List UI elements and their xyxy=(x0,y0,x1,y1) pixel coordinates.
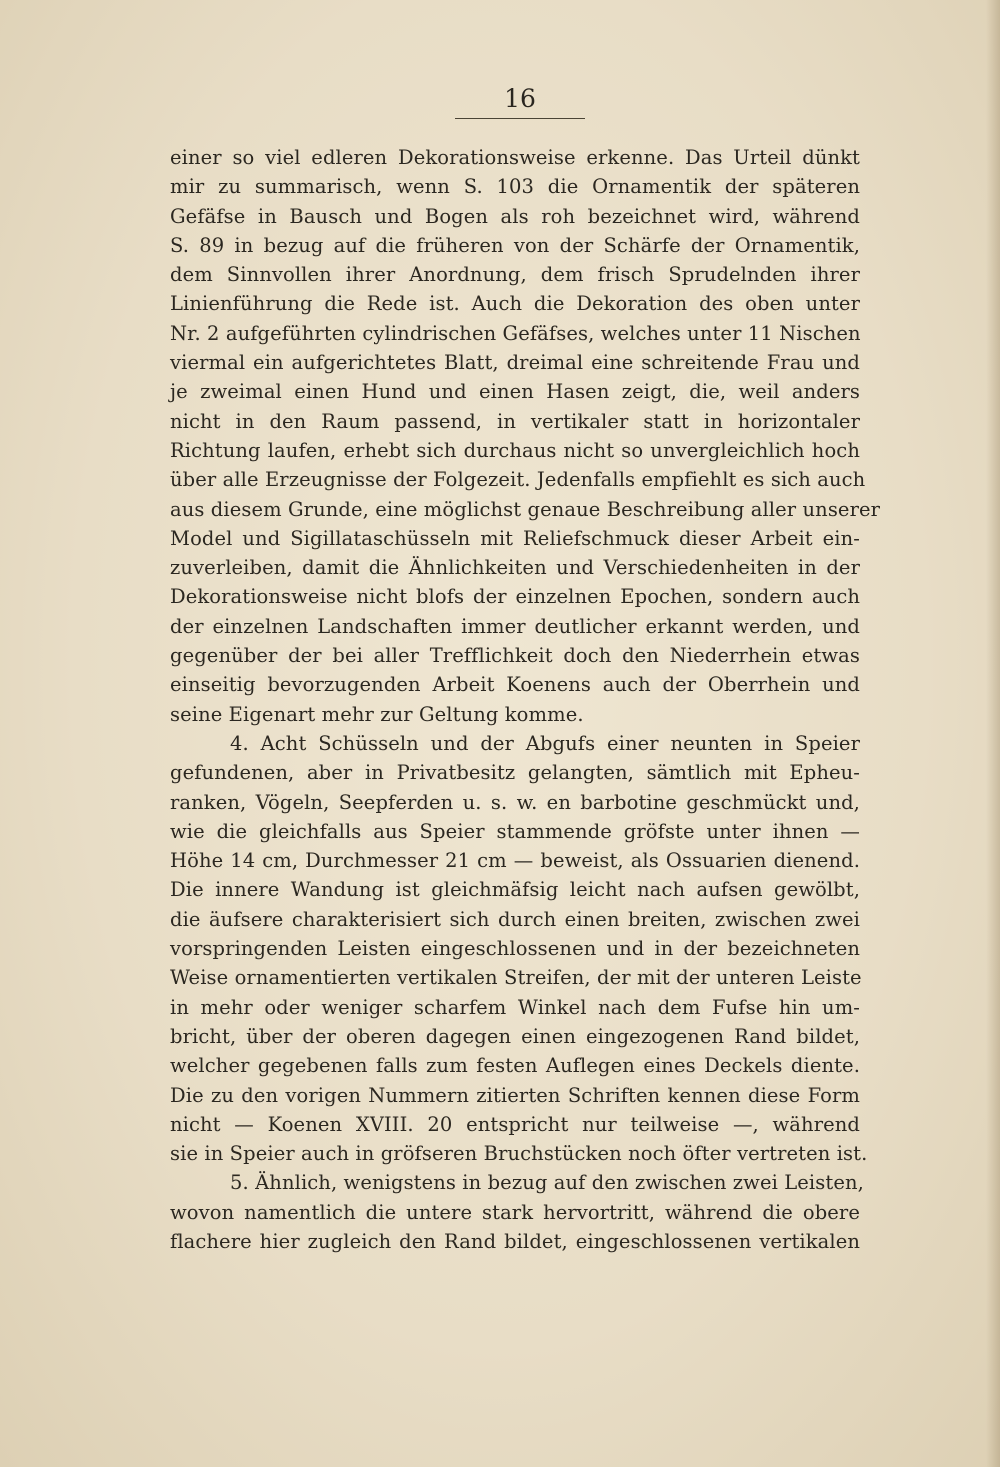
text-line: Die zu den vorigen Nummern zitierten Schriften kennen diese Form xyxy=(170,1083,860,1107)
text-line: nicht — Koenen XVIII. 20 entspricht nur teilweise —, während xyxy=(170,1112,860,1136)
page-number: 16 xyxy=(504,84,536,113)
text-line: die äufsere charakterisiert sich durch einen breiten, zwischen zwei xyxy=(170,907,860,931)
text-line: einseitig bevorzugenden Arbeit Koenens auch der Oberrhein und xyxy=(170,673,860,697)
text-line: wie die gleichfalls aus Speier stammende gröfste unter ihnen — xyxy=(170,819,860,843)
body-text xyxy=(170,143,881,1256)
text-line: in mehr oder weniger scharfem Winkel nach dem Fufse hin um- xyxy=(170,995,860,1019)
text-line: zuverleiben, damit die Ähnlichkeiten und Verschiedenheiten in der xyxy=(170,556,860,580)
text-line: Richtung laufen, erhebt sich durchaus nicht so unvergleichlich hoch xyxy=(170,438,860,462)
text-line: viermal ein aufgerichtetes Blatt, dreimal eine schreitende Frau und xyxy=(170,351,860,375)
text-line: Nr. 2 aufgeführten cylindrischen Gefäfses, welches unter 11 Nischen xyxy=(170,321,861,345)
text-line: flachere hier zugleich den Rand bildet, eingeschlossenen vertikalen xyxy=(170,1229,860,1253)
text-line: über alle Erzeugnisse der Folgezeit. Jedenfalls empfiehlt es sich auch xyxy=(170,468,866,492)
text-line: sie in Speier auch in gröfseren Bruchstücken noch öfter vertreten ist. xyxy=(170,1142,868,1166)
text-line: Gefäfse in Bausch und Bogen als roh bezeichnet wird, während xyxy=(170,204,860,228)
text-line: gegenüber der bei aller Trefflichkeit doch den Niederrhein etwas xyxy=(170,644,860,668)
text-line: Model und Sigillataschüsseln mit Reliefschmuck dieser Arbeit ein- xyxy=(170,526,860,550)
text-line: dem Sinnvollen ihrer Anordnung, dem frisch Sprudelnden ihrer xyxy=(170,263,860,287)
text-line: je zweimal einen Hund und einen Hasen zeigt, die, weil anders xyxy=(170,380,860,404)
text-line: S. 89 in bezug auf die früheren von der Schärfe der Ornamentik, xyxy=(170,233,860,257)
page-edge-shadow xyxy=(986,0,1000,1467)
text-line: wovon namentlich die untere stark hervortritt, während die obere xyxy=(170,1200,860,1224)
text-line: gefundenen, aber in Privatbesitz gelangten, sämtlich mit Epheu- xyxy=(170,761,860,785)
text-line: vorspringenden Leisten eingeschlossenen und in der bezeichneten xyxy=(170,937,860,961)
text-line: Die innere Wandung ist gleichmäfsig leicht nach aufsen gewölbt, xyxy=(170,878,860,902)
text-line: welcher gegebenen falls zum festen Auflegen eines Deckels diente. xyxy=(170,1054,860,1078)
text-line: Dekorationsweise nicht blofs der einzelnen Epochen, sondern auch xyxy=(170,585,860,609)
text-line: seine Eigenart mehr zur Geltung komme. xyxy=(170,702,584,726)
header-rule xyxy=(455,118,585,119)
text-line: ranken, Vögeln, Seepferden u. s. w. en barbotine geschmückt und, xyxy=(170,790,860,814)
text-line: Höhe 14 cm, Durchmesser 21 cm — beweist, als Ossuarien dienend. xyxy=(170,849,860,873)
text-line: Weise ornamentierten vertikalen Streifen, der mit der unteren Leiste xyxy=(170,966,862,990)
text-line: nicht in den Raum passend, in vertikaler statt in horizontaler xyxy=(170,409,860,433)
text-line: bricht, über der oberen dagegen einen eingezogenen Rand bildet, xyxy=(170,1024,860,1048)
text-line: Linienführung die Rede ist. Auch die Dekoration des oben unter xyxy=(170,292,860,316)
text-line: der einzelnen Landschaften immer deutlicher erkannt werden, und xyxy=(170,614,860,638)
text-line: einer so viel edleren Dekorationsweise erkenne. Das Urteil dünkt xyxy=(170,146,860,169)
text-line: aus diesem Grunde, eine möglichst genaue Beschreibung aller unserer xyxy=(170,497,881,521)
paragraph-start-line: 5. Ähnlich, wenigstens in bezug auf den zwischen zwei Leisten, xyxy=(230,1171,864,1195)
paragraph-start-line: 4. Acht Schüsseln und der Abgufs einer neunten in Speier xyxy=(230,731,860,755)
text-line: mir zu summarisch, wenn S. 103 die Ornamentik der späteren xyxy=(170,175,860,199)
